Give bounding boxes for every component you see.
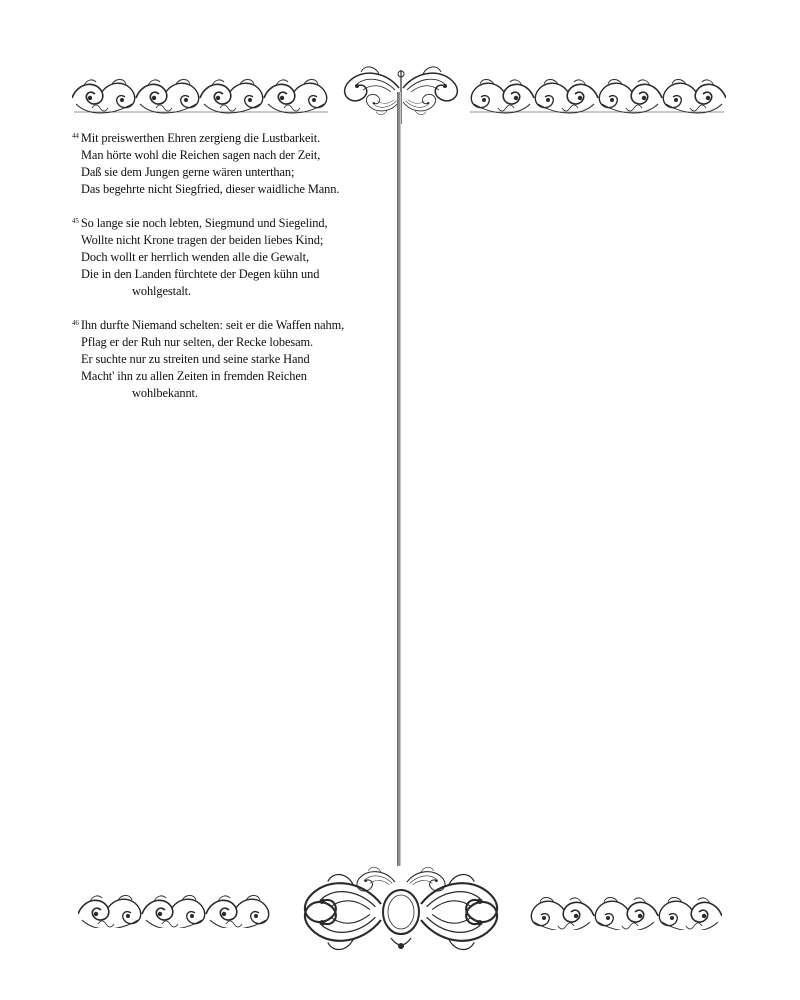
top-left-ornament: [72, 72, 330, 116]
bottom-center-ornament: [276, 864, 526, 956]
stanza-number: 45: [72, 217, 79, 225]
stanza-number: 46: [72, 319, 79, 327]
bottom-left-ornament: [78, 892, 274, 928]
stanza-line: $^{45}$ So lange sie noch lebten, Siegmund und Siegelind,: [72, 216, 328, 230]
column-divider: [397, 92, 401, 866]
stanza-line-continuation: wohlbekannt.: [132, 386, 198, 400]
stanza-line: Pflag er der Ruh nur selten, der Recke lobesam.: [81, 335, 314, 349]
stanza-45: [72, 213, 390, 300]
stanza-line: $^{46}$ Ihn durfte Niemand schelten: seit er die Waffen nahm,: [72, 318, 345, 332]
stanza-44: [72, 128, 390, 198]
stanza-line: $^{44}$ Mit preiswerthen Ehren zergieng die Lustbarkeit.: [72, 131, 321, 145]
stanza-line-continuation: wohlgestalt.: [132, 284, 192, 298]
stanza-46: [72, 315, 390, 402]
top-right-ornament: [468, 72, 726, 116]
stanza-line: Macht' ihn zu allen Zeiten in fremden Reichen: [81, 369, 307, 383]
stanza-line: Wollte nicht Krone tragen der beiden liebes Kind;: [81, 233, 324, 247]
top-center-ornament: [336, 66, 466, 126]
stanza-line: Daß sie dem Jungen gerne wären unterthan;: [81, 165, 295, 179]
stanza-line: Man hörte wohl die Reichen sagen nach der Zeit,: [81, 148, 321, 162]
stanza-line: Die in den Landen fürchtete der Degen kühn und: [81, 267, 320, 281]
stanza-line: Doch wollt er herrlich wenden alle die Gewalt,: [81, 250, 309, 264]
stanza-line: Er suchte nur zu streiten und seine starke Hand: [81, 352, 310, 366]
stanza-number: 44: [72, 132, 79, 140]
poem-column: [72, 128, 390, 417]
stanza-line: Das begehrte nicht Siegfried, dieser waidliche Mann.: [81, 182, 340, 196]
bottom-right-ornament: [526, 894, 722, 930]
